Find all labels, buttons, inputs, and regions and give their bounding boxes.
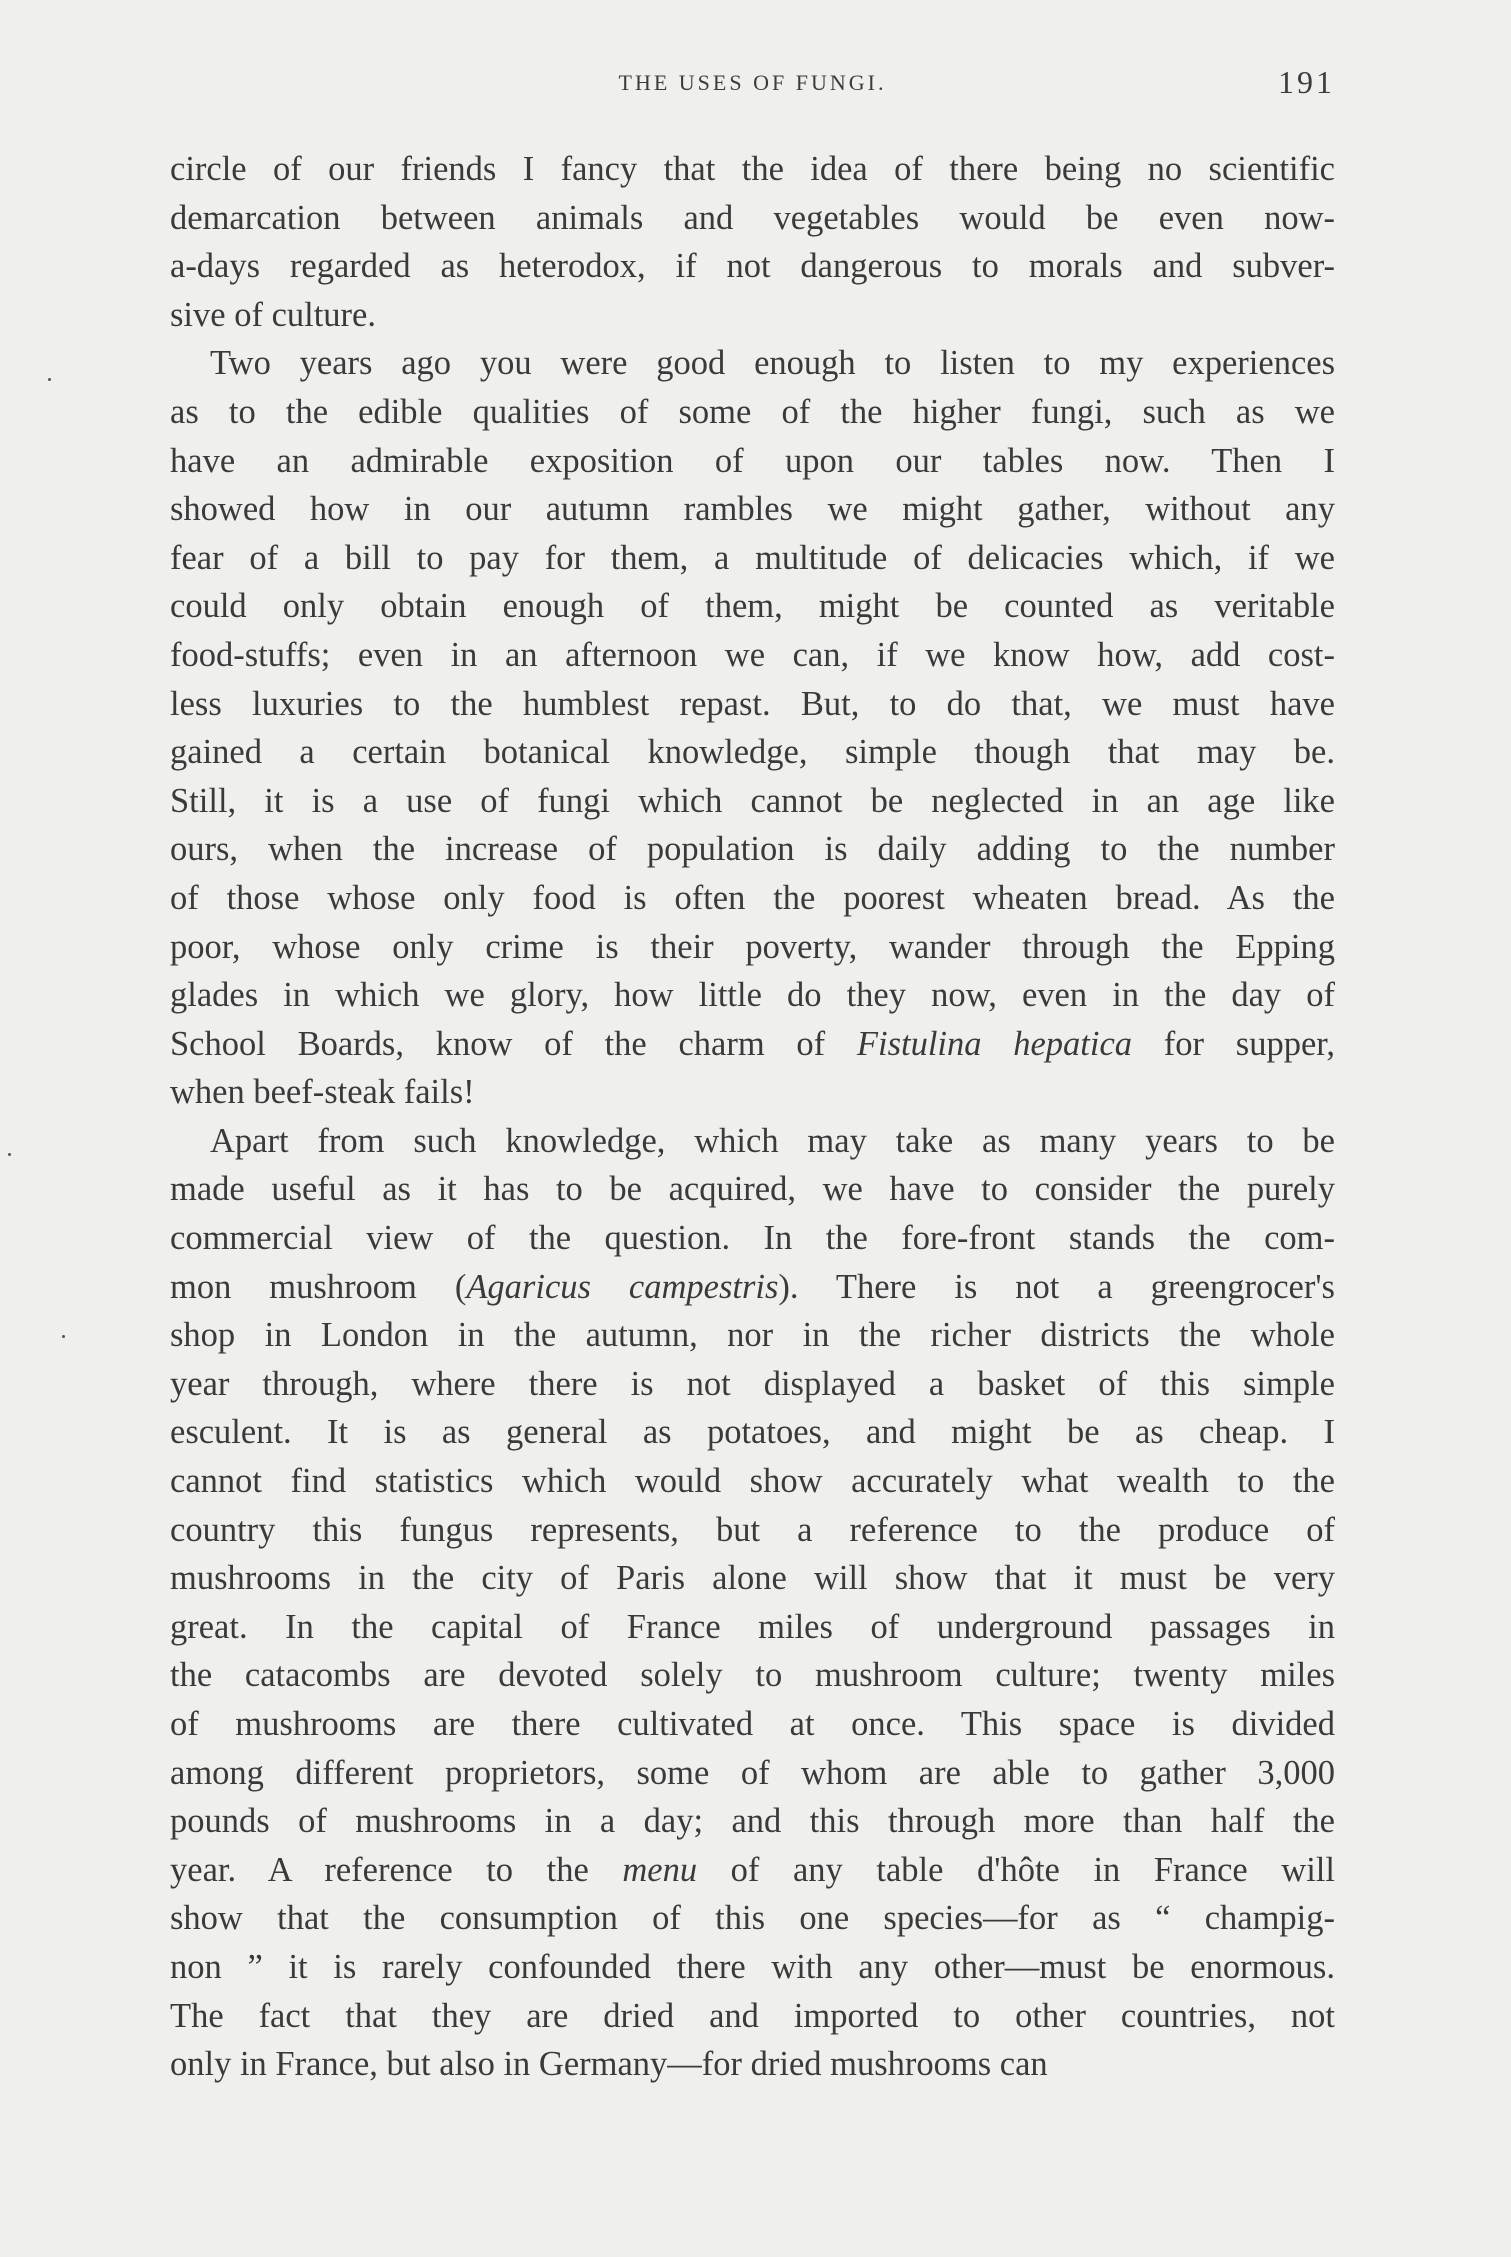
text-line: a-days regarded as heterodox, if not dangerous to morals and subver- [170, 247, 1335, 286]
text-line: year. A reference to the menu of any table d'hôte in France will [170, 1850, 1335, 1889]
italic-term: Fistulina hepatica [856, 1024, 1133, 1063]
margin-speck [8, 1153, 11, 1156]
margin-speck [62, 1335, 65, 1338]
text-line: Apart from such knowledge, which may take as many years to be [210, 1121, 1335, 1160]
text-line: of those whose only food is often the poorest wheaten bread. As the [170, 878, 1335, 917]
text-line: esculent. It is as general as potatoes, and might be as cheap. I [170, 1413, 1335, 1452]
paragraph [170, 145, 1335, 339]
text-line: showed how in our autumn rambles we might gather, without any [170, 490, 1335, 529]
italic-term: Agaricus campestris [466, 1267, 779, 1306]
running-head [170, 62, 1335, 102]
text-line: glades in which we glory, how little do they now, even in the day of [170, 976, 1335, 1015]
text-line: year through, where there is not displayed a basket of this simple [170, 1364, 1335, 1403]
text-line: Two years ago you were good enough to listen to my experiences [210, 344, 1335, 383]
text-line: great. In the capital of France miles of underground passages in [170, 1607, 1335, 1646]
paragraph [170, 1117, 1335, 2089]
text-line: of mushrooms are there cultivated at once. This space is divided [170, 1705, 1335, 1743]
margin-speck [48, 378, 51, 381]
page-number: 191 [1278, 64, 1335, 100]
text-line: Still, it is a use of fungi which cannot be neglected in an age like [170, 781, 1335, 820]
text-line: non ” it is rarely confounded there with any other—must be enormous. [170, 1947, 1335, 1986]
text-line: food-stuffs; even in an afternoon we can, if we know how, add cost- [170, 635, 1335, 674]
text-line: country this fungus represents, but a reference to the produce of [170, 1510, 1335, 1549]
text-line: made useful as it has to be acquired, we have to consider the purely [170, 1170, 1335, 1209]
text-line: only in France, but also in Germany—for dried mushrooms can [170, 2045, 1048, 2084]
text-line: could only obtain enough of them, might be counted as veritable [170, 587, 1335, 626]
italic-term: menu [622, 1850, 698, 1889]
text-line: have an admirable exposition of upon our tables now. Then I [170, 441, 1335, 480]
text-line: fear of a bill to pay for them, a multitude of delicacies which, if we [170, 538, 1335, 577]
text-line: gained a certain botanical knowledge, simple though that may be. [170, 733, 1335, 772]
text-line: cannot find statistics which would show accurately what wealth to the [170, 1462, 1335, 1501]
text-line: sive of culture. [170, 295, 376, 334]
text-line: demarcation between animals and vegetables would be even now- [170, 198, 1335, 237]
text-line: show that the consumption of this one species—for as “ champig- [170, 1899, 1335, 1938]
text-line: as to the edible qualities of some of the higher fungi, such as we [170, 392, 1335, 431]
running-title: THE USES OF FUNGI. [618, 70, 887, 95]
text-line: commercial view of the question. In the fore-front stands the com- [170, 1219, 1335, 1258]
text-line: mon mushroom (Agaricus campestris). There is not a greengrocer's [170, 1267, 1335, 1306]
text-line: poor, whose only crime is their poverty, wander through the Epping [170, 927, 1335, 966]
text-line: when beef-steak fails! [170, 1073, 475, 1112]
text-line: pounds of mushrooms in a day; and this through more than half the [170, 1802, 1335, 1841]
text-line: circle of our friends I fancy that the idea of there being no scientific [170, 150, 1335, 188]
paragraph [170, 339, 1335, 1117]
text-line: The fact that they are dried and imported to other countries, not [170, 1996, 1335, 2035]
text-line: ours, when the increase of population is daily adding to the number [170, 830, 1335, 869]
text-line: shop in London in the autumn, nor in the richer districts the whole [170, 1316, 1335, 1355]
text-line: School Boards, know of the charm of Fistulina hepatica for supper, [170, 1024, 1335, 1063]
body-text [170, 145, 1335, 2089]
text-line: mushrooms in the city of Paris alone will show that it must be very [170, 1559, 1335, 1598]
text-line: the catacombs are devoted solely to mushroom culture; twenty miles [170, 1656, 1335, 1695]
text-line: among different proprietors, some of whom are able to gather 3,000 [170, 1753, 1335, 1792]
text-line: less luxuries to the humblest repast. But, to do that, we must have [170, 684, 1335, 723]
